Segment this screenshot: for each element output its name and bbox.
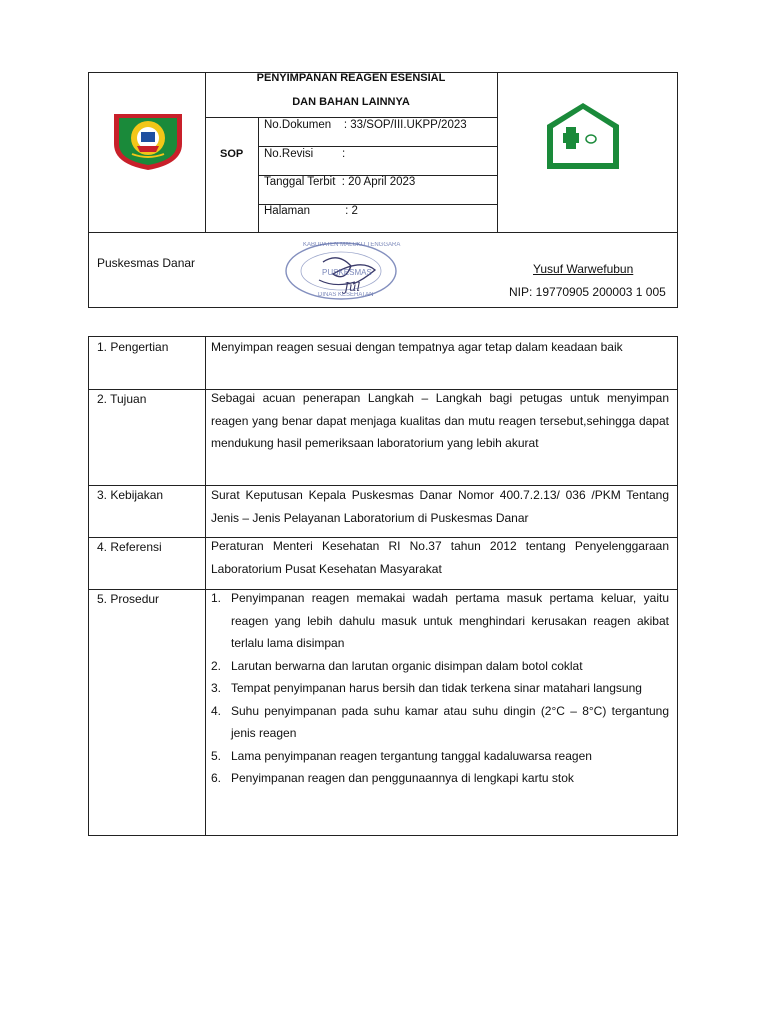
procedure-step [211,767,669,790]
procedure-list [211,587,669,790]
text-referensi: Peraturan Menteri Kesehatan RI No.37 tahun 2012 tentang Penyelenggaraan Laboratorium Pusat Kesehatan Masyarakat [211,539,669,576]
label-referensi: 4. Referensi [97,540,162,554]
step-number: 1. [211,591,222,605]
signature: Jul [344,280,361,294]
text-kebijakan: Surat Keputusan Kepala Puskesmas Danar Nomor 400.7.2.13/ 036 /PKM Tentang Jenis – Jenis Pelayanan Laboratorium di Puskesmas Danar [211,488,669,525]
signer-nip: NIP: 19770905 200003 1 005 [509,285,666,299]
sop-label: SOP [220,148,244,160]
stamp-top-text: KABUPATEN MALUKU TENGGARA [303,242,401,248]
doc-number: No.Dokumen : 33/SOP/III.UKPP/2023 [264,119,467,131]
procedure-step [211,700,669,745]
step-text: Lama penyimpanan reagen tergantung tanggal kadaluwarsa reagen [231,748,592,763]
facility-name: Puskesmas Danar [97,256,196,270]
divider [205,336,206,836]
signer-name: Yusuf Warwefubun [533,262,634,276]
issue-date: Tanggal Terbit : 20 April 2023 [264,176,416,188]
step-number: 4. [211,703,222,718]
label-prosedur: 5. Prosedur [97,592,160,606]
divider [88,232,678,233]
document-title-line2: DAN BAHAN LAINNYA [292,96,410,108]
page-number: Halaman : 2 [264,205,358,217]
label-kebijakan: 3. Kebijakan [97,488,164,502]
step-text: Suhu penyimpanan pada suhu kamar atau suhu dingin (2°C – 8°C) tergantung jenis reagen [231,703,669,740]
step-number: 5. [211,748,222,763]
step-text: Larutan berwarna dan larutan organic disimpan dalam botol coklat [231,658,583,673]
step-number: 3. [211,681,222,695]
label-tujuan: 2. Tujuan [97,392,147,406]
step-text: Penyimpanan reagen dan penggunaannya di lengkapi kartu stok [231,771,574,785]
step-text: Penyimpanan reagen memakai wadah pertama masuk pertama keluar, yaitu reagen yang lebih dahulu masuk untuk menghindari kerusakan reagen akibat terlalu lama disimpan [231,591,669,650]
document-title-line1: PENYIMPANAN REAGEN ESENSIAL [256,72,446,84]
step-number: 6. [211,771,222,785]
divider [497,72,498,232]
puskesmas-logo-icon [545,101,621,171]
district-emblem-icon [110,110,186,172]
stamp-center-text: PUSKESMAS [322,268,372,277]
procedure-step [211,655,669,678]
revision-number: No.Revisi : [264,148,346,160]
step-text: Tempat penyimpanan harus bersih dan tidak terkena sinar matahari langsung [231,681,642,695]
procedure-step [211,745,669,768]
label-pengertian: 1. Pengertian [97,340,169,354]
divider [205,117,497,118]
divider [258,146,497,147]
text-tujuan: Sebagai acuan penerapan Langkah – Langkah bagi petugas untuk menyimpan reagen yang benar dapat menjaga kualitas dan mutu reagen tersebut,sehingga dapat mendukung hasil pemeriksaan laboratorium yang lebih akurat [211,391,669,450]
step-number: 2. [211,658,222,673]
procedure-step [211,677,669,700]
stamp-bottom-text: DINAS KESEHATAN [318,292,374,298]
procedure-step [211,587,669,655]
text-pengertian: Menyimpan reagen sesuai dengan tempatnya agar tetap dalam keadaan baik [211,340,623,354]
